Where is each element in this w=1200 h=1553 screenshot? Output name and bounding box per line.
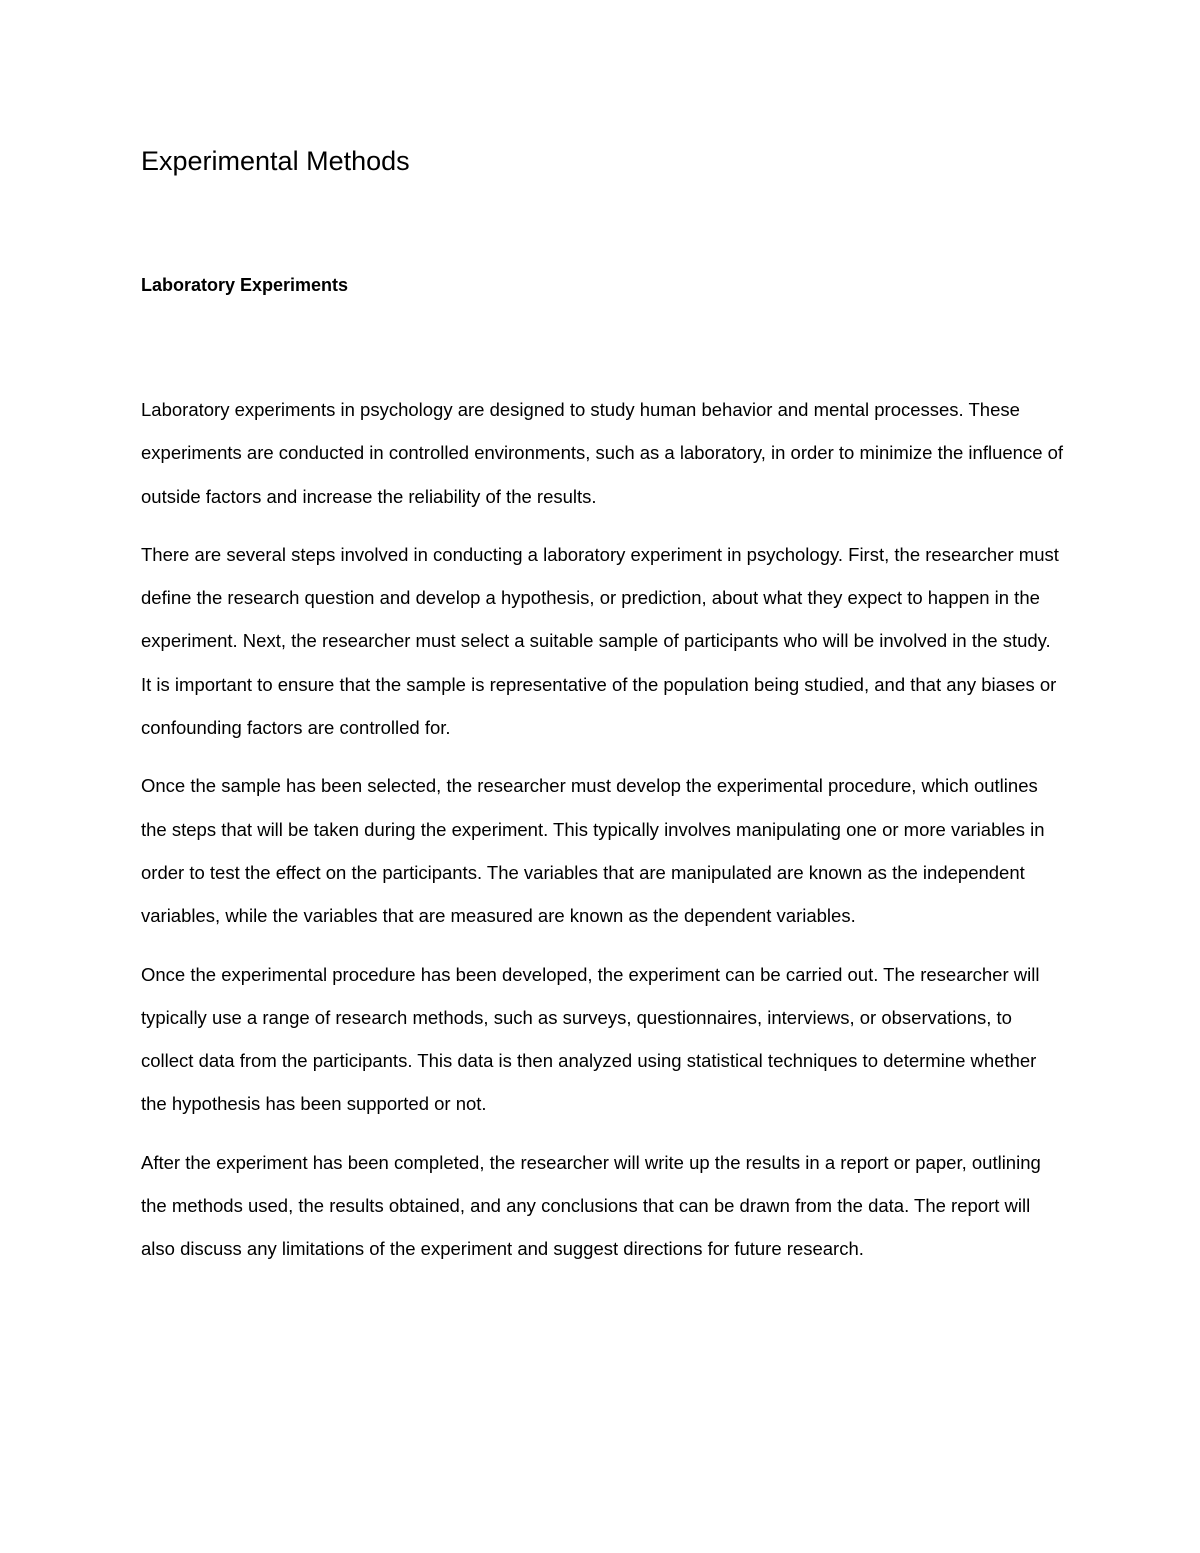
paragraph-data-collection: Once the experimental procedure has been developed, the experiment can be carried out. The researcher will typically use a range of research methods, such as surveys, questionnaires, interviews, or observations, to collect data from the participants. This data is then analyzed using statistical techniques to determine whether the hypothesis has been supported or not. [141,963,1040,1115]
document-title: Experimental Methods [141,146,410,176]
paragraph-intro: Laboratory experiments in psychology are designed to study human behavior and mental processes. These experiments are conducted in controlled environments, such as a laboratory, in order to minimize the influence of outside factors and increase the reliability of the results. [141,399,1064,507]
section-heading: Laboratory Experiments [141,275,349,295]
paragraph-report: After the experiment has been completed, the researcher will write up the results in a report or paper, outlining the methods used, the results obtained, and any conclusions that can be drawn from the data. The report will also discuss any limitations of the experiment and suggest directions for future research. [141,1151,1041,1260]
paragraph-procedure: Once the sample has been selected, the researcher must develop the experimental procedure, which outlines the steps that will be taken during the experiment. This typically involves manipulating one or more variables in order to test the effect on the participants. The variables that are manipulated are known as the independent variables, while the variables that are measured are known as the dependent variables. [141,775,1045,927]
paragraph-steps: There are several steps involved in conducting a laboratory experiment in psychology. First, the researcher must define the research question and develop a hypothesis, or prediction, about what they expect to happen in the experiment. Next, the researcher must select a suitable sample of participants who will be involved in the study. It is important to ensure that the sample is representative of the population being studied, and that any biases or confounding factors are controlled for. [141,543,1059,739]
document-body [141,388,1066,1286]
